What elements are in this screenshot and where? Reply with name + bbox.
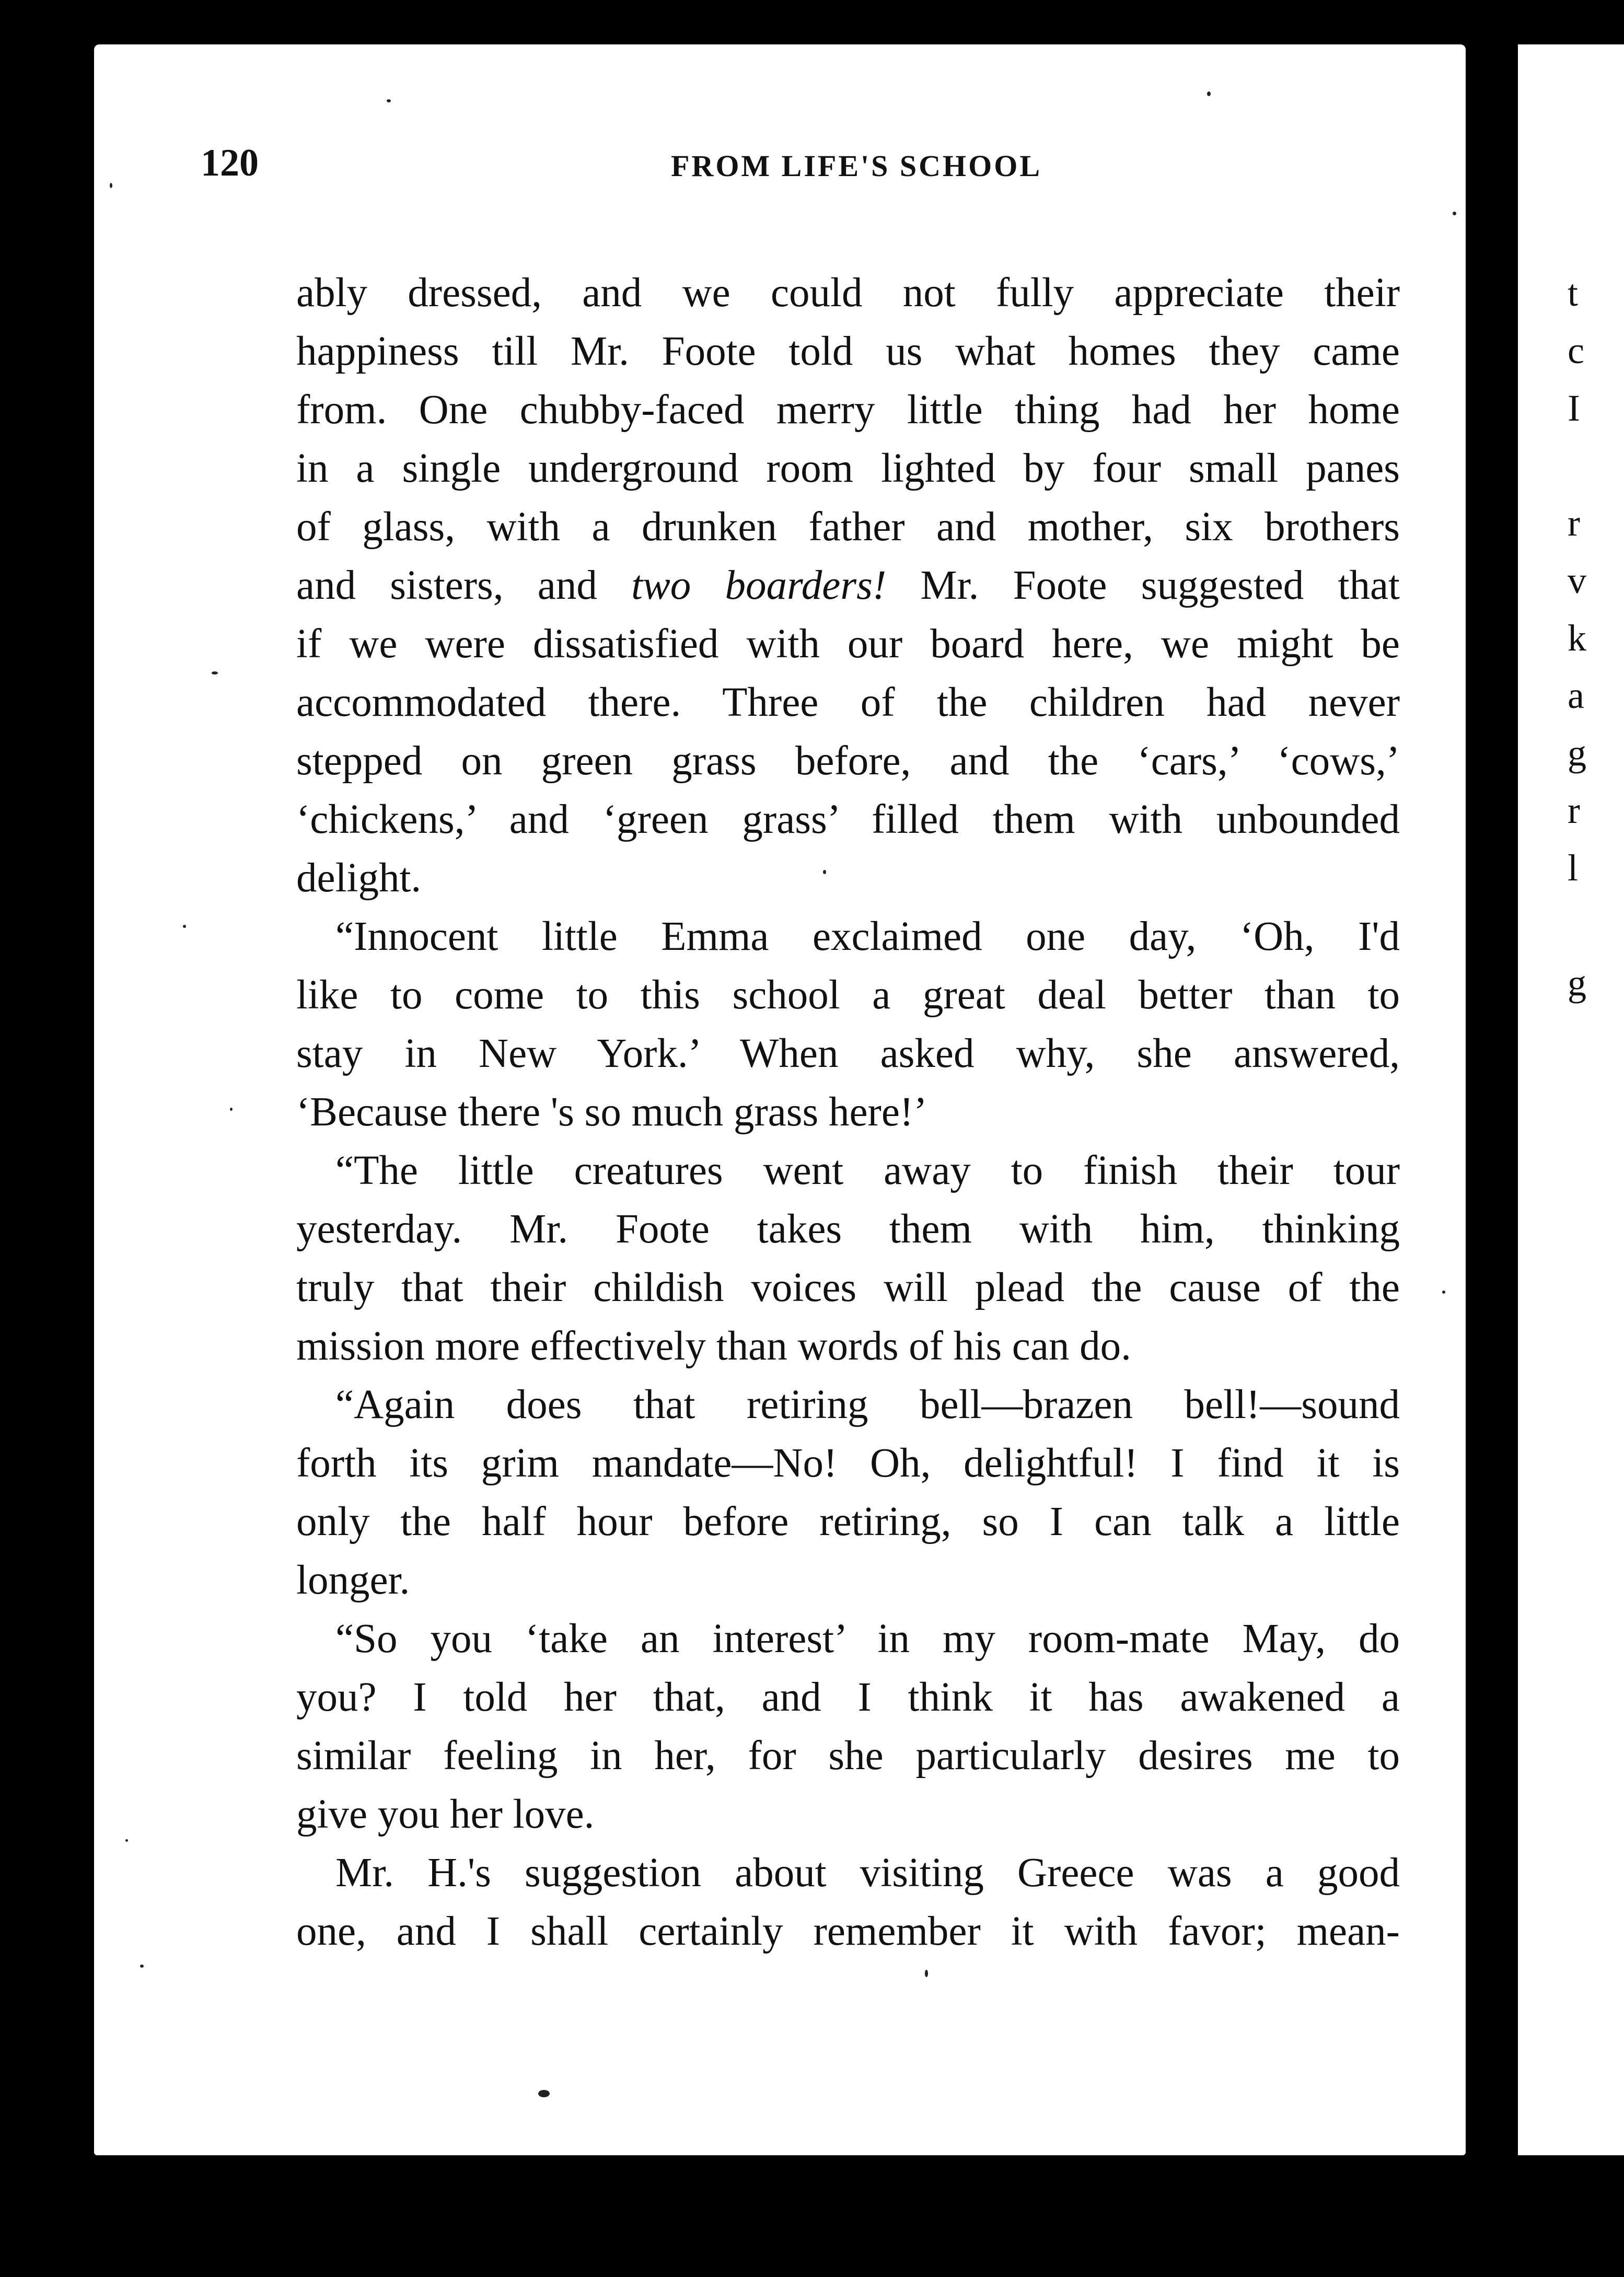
text-line: stay in New York.’ When asked why, she answered, [296, 1031, 1400, 1076]
text-line: similar feeling in her, for she particularly desires me to [296, 1733, 1400, 1779]
text-line: mission more effectively than words of his can do. [296, 1323, 1131, 1369]
edge-letter: g [1568, 962, 1586, 1004]
text-line: Mr. H.'s suggestion about visiting Greece was a good [335, 1850, 1400, 1896]
text-line: longer. [296, 1558, 410, 1603]
running-head: FROM LIFE'S SCHOOL [671, 149, 1042, 183]
text-line: in a single underground room lighted by four small panes [296, 446, 1400, 491]
edge-letter: k [1568, 617, 1586, 659]
print-speck [212, 671, 218, 675]
text-line: “Again does that retiring bell—brazen bell!—sound [335, 1382, 1400, 1427]
edge-letter: g [1568, 732, 1586, 774]
print-speck [110, 183, 112, 188]
print-speck [1453, 212, 1456, 215]
text-line: ably dressed, and we could not fully appreciate their [296, 270, 1400, 316]
text-line: like to come to this school a great deal better than to [296, 972, 1400, 1018]
edge-letter: I [1568, 387, 1580, 429]
edge-letter: r [1568, 789, 1580, 831]
text-line: “The little creatures went away to finish their tour [335, 1148, 1400, 1193]
facing-page-edge [1518, 44, 1624, 2155]
body-text [296, 264, 1400, 1961]
emphasis: two boarders! [631, 563, 887, 608]
text-line: of glass, with a drunken father and mother, six brothers [296, 504, 1400, 550]
edge-letter: t [1568, 272, 1579, 314]
text-line: happiness till Mr. Foote told us what homes they came [296, 329, 1400, 374]
text-line: stepped on green grass before, and the ‘cars,’ ‘cows,’ [296, 738, 1400, 784]
print-speck [538, 2090, 550, 2097]
page-number: 120 [201, 142, 259, 184]
text-line: one, and I shall certainly remember it with favor; mean- [296, 1909, 1400, 1954]
text-line: “So you ‘take an interest’ in my room-mate May, do [335, 1616, 1400, 1662]
text-line: if we were dissatisfied with our board here, we might be [296, 621, 1400, 667]
text-line: only the half hour before retiring, so I can talk a little [296, 1499, 1400, 1544]
print-speck [387, 99, 391, 102]
print-speck [125, 1839, 128, 1842]
print-speck [823, 870, 826, 874]
print-speck [925, 1970, 928, 1977]
text-line: ‘Because there 's so much grass here!’ [296, 1089, 927, 1135]
edge-letter: v [1568, 560, 1586, 601]
print-speck [140, 1965, 144, 1968]
text-line: from. One chubby-faced merry little thing had her home [296, 387, 1400, 433]
edge-letter: l [1568, 847, 1579, 889]
text-line: yesterday. Mr. Foote takes them with him, thinking [296, 1206, 1400, 1252]
text-line: forth its grim mandate—No! Oh, delightful! I find it is [296, 1440, 1400, 1486]
print-speck [1207, 91, 1211, 96]
print-speck [230, 1108, 233, 1111]
text-line: you? I told her that, and I think it has awakened a [296, 1675, 1400, 1720]
print-speck [1442, 1291, 1445, 1294]
text-line: give you her love. [296, 1792, 595, 1837]
text-line: “Innocent little Emma exclaimed one day, ‘Oh, I'd [335, 914, 1400, 959]
text-line: ‘chickens,’ and ‘green grass’ filled them with unbounded [296, 797, 1400, 842]
text-line: accommodated there. Three of the children had never [296, 680, 1400, 725]
text-line: truly that their childish voices will plead the cause of the [296, 1265, 1400, 1310]
text-line: delight. [296, 855, 422, 901]
edge-letter: a [1568, 675, 1584, 716]
text-line: and sisters, and two boarders! Mr. Foote suggested that [296, 563, 1400, 608]
edge-letter: c [1568, 330, 1584, 371]
edge-letter: r [1568, 502, 1580, 544]
print-speck [183, 925, 186, 928]
page-header [201, 141, 1402, 204]
